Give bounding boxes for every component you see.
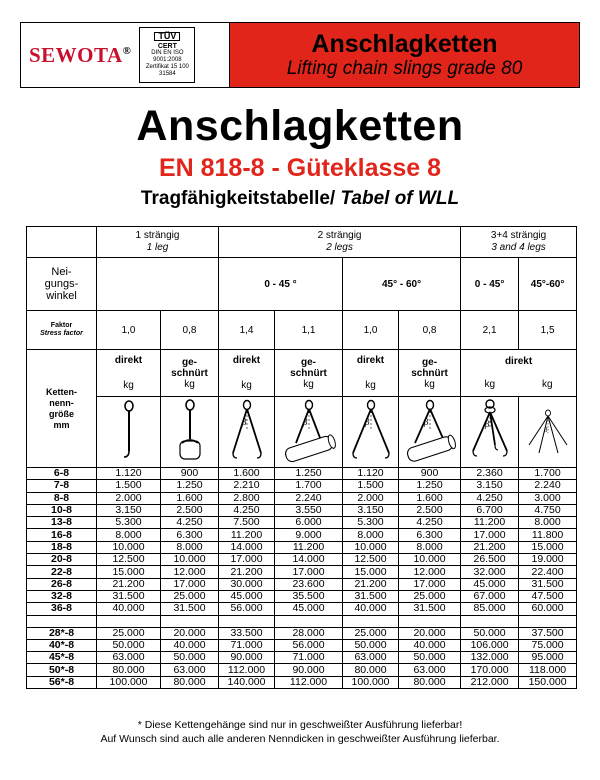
- brand-area: [21, 23, 229, 87]
- wll-cell: 45.000: [219, 590, 275, 602]
- wll-cell: 1.700: [275, 480, 343, 492]
- icon-cell: [399, 397, 461, 468]
- wll-cell: 2.210: [219, 480, 275, 492]
- wll-cell: 28.000: [275, 627, 343, 639]
- table-row: [27, 492, 577, 504]
- wll-cell: 6.300: [161, 529, 219, 541]
- wll-cell: 31.500: [399, 603, 461, 615]
- wll-cell: 95.000: [519, 652, 577, 664]
- wll-cell: 21.200: [461, 541, 519, 553]
- wll-cell: 12.000: [399, 566, 461, 578]
- wll-cell: 3.150: [97, 504, 161, 516]
- wll-cell: 71.000: [219, 639, 275, 651]
- wll-cell: 15.000: [97, 566, 161, 578]
- wll-cell: 56.000: [275, 639, 343, 651]
- chain-size-cell: 6-8: [27, 468, 97, 480]
- wll-cell: 21.200: [343, 578, 399, 590]
- wll-cell: 4.250: [461, 492, 519, 504]
- wll-cell: 6.300: [399, 529, 461, 541]
- header-banner: [20, 22, 580, 88]
- wll-cell: 20.000: [161, 627, 219, 639]
- type-choked: ge- schnürt kg: [161, 350, 219, 397]
- factor-cell: 1,0: [97, 311, 161, 350]
- wll-cell: 80.000: [97, 664, 161, 676]
- angle-2leg-low: 0 - 45 °: [219, 258, 343, 311]
- wll-cell: 19.000: [519, 554, 577, 566]
- wll-cell: 31.500: [97, 590, 161, 602]
- legs-3-4: 3+4 strängig 3 and 4 legs: [461, 227, 577, 258]
- wll-cell: 80.000: [343, 664, 399, 676]
- table-row: [27, 529, 577, 541]
- wll-cell: 2.240: [519, 480, 577, 492]
- wll-cell: 170.000: [461, 664, 519, 676]
- wll-cell: 1.500: [343, 480, 399, 492]
- wll-cell: 26.500: [461, 554, 519, 566]
- wll-cell: 8.000: [399, 541, 461, 553]
- norm-line: EN 818-8 - Güteklasse 8: [158, 154, 442, 182]
- wll-cell: 1.700: [519, 468, 577, 480]
- chain-size-cell: 16-8: [27, 529, 97, 541]
- wll-cell: 75.000: [519, 639, 577, 651]
- wll-cell: 4.250: [161, 517, 219, 529]
- wll-cell: 31.500: [161, 603, 219, 615]
- wll-cell: 90.000: [275, 664, 343, 676]
- single-leg-direct-icon: [109, 399, 149, 463]
- wll-cell: 60.000: [519, 603, 577, 615]
- wll-cell: 212.000: [461, 676, 519, 688]
- factor-cell: 1,1: [275, 311, 343, 350]
- empty-cell: [461, 615, 519, 627]
- wll-cell: 106.000: [461, 639, 519, 651]
- table-title: Tragfähigkeitstabelle/ Tabel of WLL: [140, 188, 460, 209]
- chain-size-cell: 7-8: [27, 480, 97, 492]
- brand-logo: SEWOTA®: [29, 42, 132, 67]
- type-choked: ge- schnürt kg: [275, 350, 343, 397]
- factor-cell: 2,1: [461, 311, 519, 350]
- empty-cell: [27, 615, 97, 627]
- wll-cell: 900: [161, 468, 219, 480]
- wll-cell: 63.000: [161, 664, 219, 676]
- wll-cell: 35.500: [275, 590, 343, 602]
- icon-cell: [519, 397, 577, 468]
- wll-cell: 4.250: [219, 504, 275, 516]
- wll-cell: 10.000: [97, 541, 161, 553]
- wll-cell: 2.000: [343, 492, 399, 504]
- chain-size-cell: 50*-8: [27, 664, 97, 676]
- wll-cell: 80.000: [399, 676, 461, 688]
- table-gap-row: [27, 615, 577, 627]
- wll-cell: 31.500: [519, 578, 577, 590]
- table-row: [27, 578, 577, 590]
- wll-table: [26, 226, 577, 689]
- icon-cell: [343, 397, 399, 468]
- wll-cell: 1.500: [97, 480, 161, 492]
- wll-cell: 22.400: [519, 566, 577, 578]
- wll-cell: 47.500: [519, 590, 577, 602]
- wll-cell: 12.500: [97, 554, 161, 566]
- wll-cell: 17.000: [161, 578, 219, 590]
- wll-cell: 21.200: [219, 566, 275, 578]
- wll-cell: 112.000: [219, 664, 275, 676]
- chain-size-cell: 45*-8: [27, 652, 97, 664]
- wll-cell: 4.750: [519, 504, 577, 516]
- two-leg-choked-wide-icon: [403, 399, 457, 463]
- page-title: Anschlagketten: [136, 102, 464, 150]
- wll-cell: 33.500: [219, 627, 275, 639]
- type-direct: direkt kg: [219, 350, 275, 397]
- empty-cell: [343, 615, 399, 627]
- wll-cell: 30.000: [219, 578, 275, 590]
- svg-text:β: β: [302, 417, 308, 427]
- wll-cell: 1.120: [343, 468, 399, 480]
- wll-cell: 67.000: [461, 590, 519, 602]
- table-row: [27, 480, 577, 492]
- factor-label: Faktor Stress factor: [27, 311, 97, 350]
- wll-cell: 1.120: [97, 468, 161, 480]
- wll-cell: 25.000: [97, 627, 161, 639]
- wll-cell: 8.000: [97, 529, 161, 541]
- wll-cell: 3.150: [461, 480, 519, 492]
- chain-size-cell: 56*-8: [27, 676, 97, 688]
- wll-cell: 2.500: [161, 504, 219, 516]
- factor-cell: 1,0: [343, 311, 399, 350]
- header-title: Anschlagketten: [311, 30, 498, 58]
- table-row: [27, 517, 577, 529]
- wll-cell: 4.250: [399, 517, 461, 529]
- wll-cell: 63.000: [343, 652, 399, 664]
- three-leg-icon: [464, 399, 516, 463]
- chain-size-cell: 28*-8: [27, 627, 97, 639]
- factor-cell: 0,8: [161, 311, 219, 350]
- empty-cell: [275, 615, 343, 627]
- wll-cell: 25.000: [161, 590, 219, 602]
- wll-cell: 45.000: [275, 603, 343, 615]
- angle-34leg-low: 0 - 45°: [461, 258, 519, 311]
- wll-cell: 14.000: [275, 554, 343, 566]
- four-leg-icon: [522, 399, 574, 463]
- wll-cell: 25.000: [399, 590, 461, 602]
- wll-cell: 3.550: [275, 504, 343, 516]
- table-row: [27, 590, 577, 602]
- header-subtitle: Lifting chain slings grade 80: [286, 58, 523, 79]
- wll-cell: 23.600: [275, 578, 343, 590]
- empty-cell: [519, 615, 577, 627]
- empty-cell: [399, 615, 461, 627]
- svg-text:β: β: [241, 417, 247, 427]
- two-leg-direct-wide-icon: [346, 399, 396, 463]
- wll-cell: 7.500: [219, 517, 275, 529]
- icon-cell: [275, 397, 343, 468]
- wll-cell: 10.000: [161, 554, 219, 566]
- chain-size-cell: 36-8: [27, 603, 97, 615]
- icon-cell: [219, 397, 275, 468]
- chain-size-cell: 32-8: [27, 590, 97, 602]
- two-leg-direct-icon: [222, 399, 272, 463]
- empty-cell: [161, 615, 219, 627]
- wll-cell: 8.000: [343, 529, 399, 541]
- chain-size-cell: 13-8: [27, 517, 97, 529]
- wll-cell: 1.600: [219, 468, 275, 480]
- wll-cell: 1.600: [399, 492, 461, 504]
- wll-cell: 40.000: [97, 603, 161, 615]
- wll-cell: 63.000: [399, 664, 461, 676]
- wll-cell: 40.000: [161, 639, 219, 651]
- wll-cell: 6.700: [461, 504, 519, 516]
- table-row: [27, 627, 577, 639]
- factor-cell: 1,4: [219, 311, 275, 350]
- wll-cell: 20.000: [399, 627, 461, 639]
- wll-cell: 71.000: [275, 652, 343, 664]
- angle-34leg-high: 45°-60°: [519, 258, 577, 311]
- table-row: [27, 541, 577, 553]
- wll-cell: 100.000: [343, 676, 399, 688]
- wll-cell: 112.000: [275, 676, 343, 688]
- wll-cell: 17.000: [461, 529, 519, 541]
- wll-cell: 6.000: [275, 517, 343, 529]
- wll-cell: 2.360: [461, 468, 519, 480]
- wll-cell: 5.300: [343, 517, 399, 529]
- type-choked: ge- schnürt kg: [399, 350, 461, 397]
- wll-cell: 63.000: [97, 652, 161, 664]
- size-label: Ketten- nenn- größe mm: [27, 350, 97, 468]
- tuv-cert-seal: TÜV CERT DIN EN ISO 9001:2008 Zertifikat 15 100 31584: [139, 27, 195, 83]
- wll-cell: 85.000: [461, 603, 519, 615]
- wll-cell: 1.600: [161, 492, 219, 504]
- legs-1: 1 strängig 1 leg: [97, 227, 219, 258]
- wll-cell: 50.000: [399, 652, 461, 664]
- wll-cell: 90.000: [219, 652, 275, 664]
- wll-cell: 21.200: [97, 578, 161, 590]
- svg-text:β: β: [543, 426, 548, 434]
- type-direct: direkt kg: [343, 350, 399, 397]
- wll-cell: 40.000: [399, 639, 461, 651]
- wll-cell: 14.000: [219, 541, 275, 553]
- wll-cell: 50.000: [461, 627, 519, 639]
- wll-cell: 8.000: [161, 541, 219, 553]
- wll-cell: 132.000: [461, 652, 519, 664]
- wll-cell: 12.000: [161, 566, 219, 578]
- wll-cell: 3.150: [343, 504, 399, 516]
- wll-cell: 900: [399, 468, 461, 480]
- chain-size-cell: 40*-8: [27, 639, 97, 651]
- wll-cell: 45.000: [461, 578, 519, 590]
- wll-cell: 17.000: [399, 578, 461, 590]
- wll-cell: 10.000: [343, 541, 399, 553]
- chain-size-cell: 20-8: [27, 554, 97, 566]
- wll-cell: 40.000: [343, 603, 399, 615]
- factor-cell: 0,8: [399, 311, 461, 350]
- chain-size-cell: 18-8: [27, 541, 97, 553]
- wll-cell: 12.500: [343, 554, 399, 566]
- wll-cell: 150.000: [519, 676, 577, 688]
- header-title-box: [229, 23, 579, 87]
- footnote: * Diese Kettengehänge sind nur in geschweißter Ausführung lieferbar! Auf Wunsch sind auch alle anderen Nenndicken in geschweißter Ausführung lieferbar.: [100, 719, 500, 745]
- wll-cell: 2.500: [399, 504, 461, 516]
- wll-cell: 11.200: [461, 517, 519, 529]
- single-leg-choked-icon: [168, 399, 212, 463]
- wll-cell: 80.000: [161, 676, 219, 688]
- icon-cell: [161, 397, 219, 468]
- chain-size-cell: 26-8: [27, 578, 97, 590]
- svg-text:β: β: [484, 419, 490, 429]
- wll-cell: 118.000: [519, 664, 577, 676]
- table-row: [27, 603, 577, 615]
- svg-text:β: β: [364, 417, 370, 427]
- wll-cell: 17.000: [219, 554, 275, 566]
- wll-cell: 100.000: [97, 676, 161, 688]
- empty-cell: [219, 615, 275, 627]
- type-direct-34: direkt kg kg: [461, 350, 577, 397]
- chain-size-cell: 10-8: [27, 504, 97, 516]
- wll-cell: 37.500: [519, 627, 577, 639]
- wll-cell: 31.500: [343, 590, 399, 602]
- table-row: [27, 504, 577, 516]
- wll-cell: 140.000: [219, 676, 275, 688]
- wll-cell: 11.200: [219, 529, 275, 541]
- angle-1leg: [97, 258, 219, 311]
- wll-cell: 2.000: [97, 492, 161, 504]
- wll-cell: 25.000: [343, 627, 399, 639]
- wll-cell: 15.000: [519, 541, 577, 553]
- icon-cell: [97, 397, 161, 468]
- wll-cell: 11.800: [519, 529, 577, 541]
- svg-text:β: β: [423, 417, 429, 427]
- wll-cell: 11.200: [275, 541, 343, 553]
- table-row: [27, 468, 577, 480]
- wll-cell: 50.000: [343, 639, 399, 651]
- legs-2: 2 strängig 2 legs: [219, 227, 461, 258]
- wll-cell: 56.000: [219, 603, 275, 615]
- type-direct: direkt kg: [97, 350, 161, 397]
- wll-cell: 3.000: [519, 492, 577, 504]
- table-row: [27, 664, 577, 676]
- wll-cell: 5.300: [97, 517, 161, 529]
- empty-cell: [97, 615, 161, 627]
- wll-cell: 2.240: [275, 492, 343, 504]
- table-row: [27, 676, 577, 688]
- wll-cell: 8.000: [519, 517, 577, 529]
- wll-cell: 1.250: [161, 480, 219, 492]
- chain-size-cell: 22-8: [27, 566, 97, 578]
- wll-cell: 2.800: [219, 492, 275, 504]
- table-row: [27, 652, 577, 664]
- wll-cell: 1.250: [275, 468, 343, 480]
- wll-cell: 15.000: [343, 566, 399, 578]
- wll-cell: 50.000: [161, 652, 219, 664]
- wll-cell: 17.000: [275, 566, 343, 578]
- icon-cell: [461, 397, 519, 468]
- chain-size-cell: 8-8: [27, 492, 97, 504]
- two-leg-choked-icon: [279, 399, 339, 463]
- angle-2leg-high: 45° - 60°: [343, 258, 461, 311]
- table-row: [27, 554, 577, 566]
- factor-cell: 1,5: [519, 311, 577, 350]
- wll-cell: 50.000: [97, 639, 161, 651]
- wll-cell: 32.000: [461, 566, 519, 578]
- angle-label: Nei- gungs- winkel: [27, 258, 97, 311]
- table-row: [27, 566, 577, 578]
- header-blank: [27, 227, 97, 258]
- wll-cell: 1.250: [399, 480, 461, 492]
- table-row: [27, 639, 577, 651]
- wll-cell: 10.000: [399, 554, 461, 566]
- wll-cell: 9.000: [275, 529, 343, 541]
